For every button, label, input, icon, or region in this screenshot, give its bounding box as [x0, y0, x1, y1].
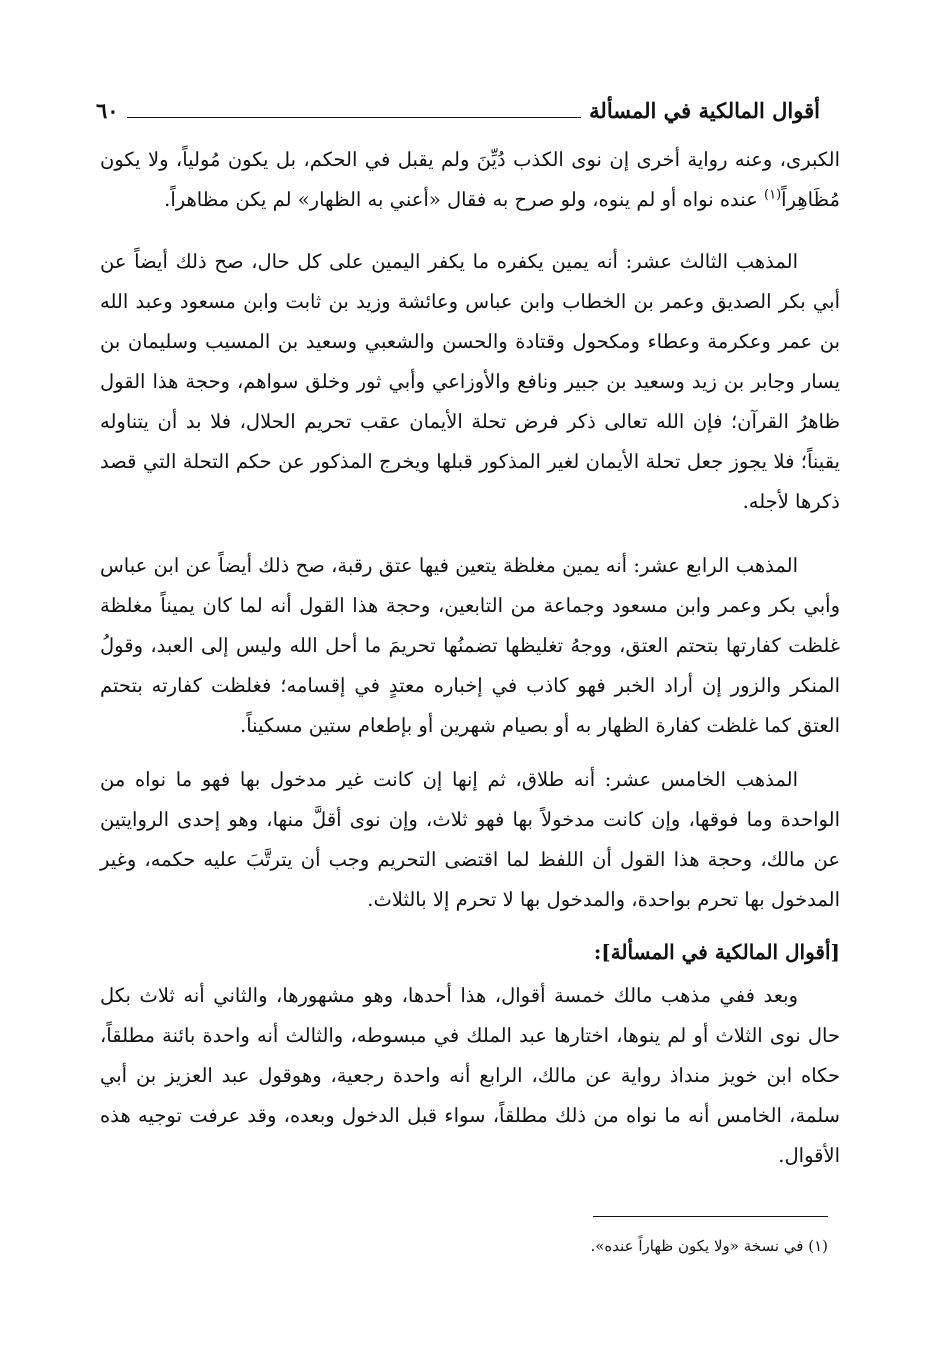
paragraph-1-end: عنده نواه أو لم ينوه، ولو صرح به فقال «أعني به الظهار» لم يكن مظاهراً. — [164, 188, 765, 211]
section-heading: [أقوال المالكية في المسألة]: — [593, 940, 840, 964]
footnote-rule — [593, 1216, 828, 1217]
paragraph-1 — [100, 140, 840, 220]
paragraph-2: المذهب الثالث عشر: أنه يمين يكفره ما يكفر اليمين على كل حال، صح ذلك أيضاً عن أبي بكر الصديق وعمر بن الخطاب وابن عباس وعائشة وزيد بن ثابت وابن مسعود وعبد الله بن عمر وعكرمة وعطاء ومكحول وقتادة والحسن والشعبي وسعيد بن المسيب وسليمان بن يسار وجابر بن زيد وسعيد بن جبير ونافع والأوزاعي وأبي ثور وخلق سواهم، وحجة هذا القول ظاهرُ القرآن؛ فإن الله تعالى ذكر فرض تحلة الأيمان عقب تحريم الحلال، فلا بد أن يتناوله يقيناً؛ فلا يجوز جعل تحلة الأيمان لغير المذكور قبلها ويخرج المذكور عن حكم التحلة التي قصد ذكرها لأجله. — [100, 250, 840, 513]
paragraph-4: المذهب الخامس عشر: أنه طلاق، ثم إنها إن كانت غير مدخول بها فهو ما نواه من الواحدة وما فوقها، وإن كانت مدخولاً بها فهو ثلاث، وإن نوى أقلَّ منها، وهو إحدى الروايتين عن مالك، وحجة هذا القول أن اللفظ لما اقتضى التحريم وجب أن يترتَّبَ عليه حكمه، وغير المدخول بها تحرم بواحدة، والمدخول بها لا تحرم إلا بالثلاث. — [100, 768, 840, 911]
header-title: أقوال المالكية في المسألة — [589, 98, 820, 123]
running-header — [96, 94, 820, 124]
page-number: ٦٠ — [96, 98, 119, 123]
footnote-reference: (١) — [764, 187, 782, 203]
header-rule — [127, 117, 582, 118]
footnote: (١) في نسخة «ولا يكون ظهاراً عنده». — [590, 1237, 828, 1255]
main-text — [100, 140, 840, 1176]
paragraph-1-text: الكبرى، وعنه رواية أخرى إن نوى الكذب دُيِّنَ ولم يقبل في الحكم، بل يكون مُولياً، ولا يكون مُظَاهِراً — [100, 148, 840, 211]
paragraph-5: وبعد ففي مذهب مالك خمسة أقوال، هذا أحدها، وهو مشهورها، والثاني أنه ثلاث بكل حال نوى الثلاث أو لم ينوها، اختارها عبد الملك في مبسوطه، والثالث أنه واحدة بائنة مطلقاً، حكاه ابن خويز منداذ رواية عن مالك، الرابع أنه واحدة رجعية، وهوقول عبد العزيز بن أبي سلمة، الخامس أنه ما نواه من ذلك مطلقاً، سواء قبل الدخول وبعده، وقد عرفت توجيه هذه الأقوال. — [100, 984, 840, 1167]
paragraph-3: المذهب الرابع عشر: أنه يمين مغلظة يتعين فيها عتق رقبة، صح ذلك أيضاً عن ابن عباس وأبي بكر وعمر وابن مسعود وجماعة من التابعين، وحجة هذا القول أنه لما كان يميناً مغلظة غلظت كفارتها بتحتم العتق، ووجهُ تغليظها تضمنُها تحريمَ ما أحل الله وليس إلى العبد، وقولُ المنكر والزور إن أراد الخبر فهو كاذب في إخباره معتدٍ في إقسامه؛ فغلظت كفارته بتحتم العتق كما غلظت كفارة الظهار به أو بصيام شهرين أو بإطعام ستين مسكيناً. — [100, 554, 840, 737]
